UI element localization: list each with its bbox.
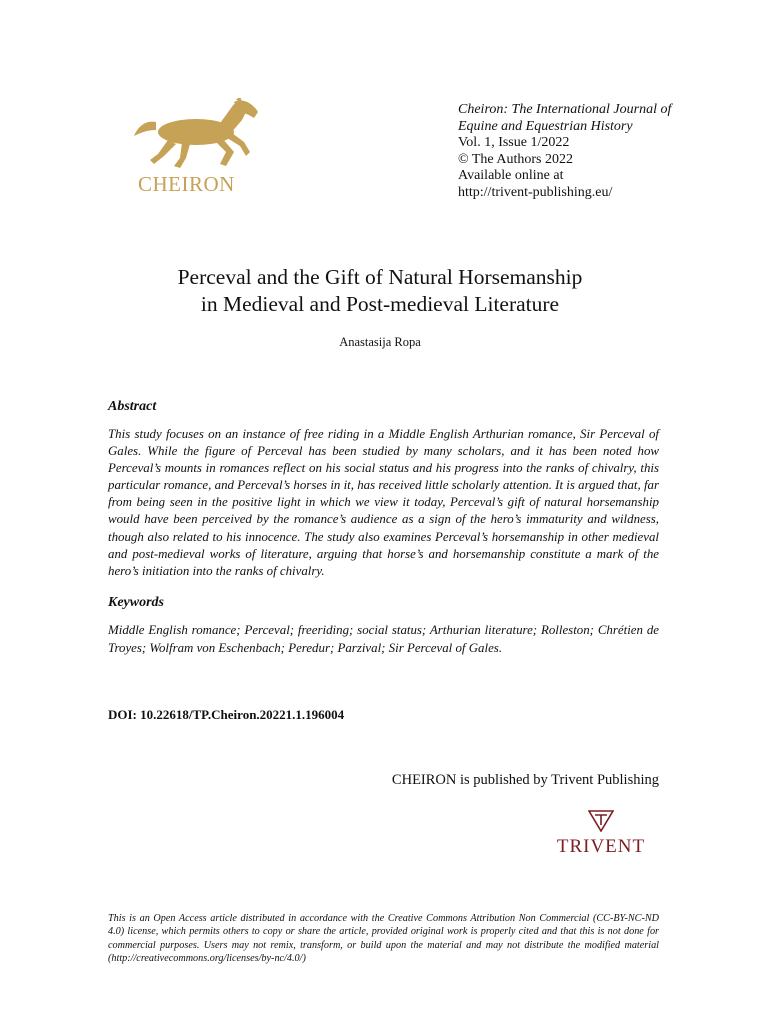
trivent-triangle-icon — [588, 810, 614, 832]
journal-availability: Available online at — [458, 168, 564, 183]
doi[interactable]: DOI: 10.22618/TP.Cheiron.20221.1.196004 — [108, 707, 345, 722]
article-title-line1: Perceval and the Gift of Natural Horsemanship — [177, 265, 583, 289]
journal-name-line2: Equine and Equestrian History — [458, 118, 633, 134]
logo-wordmark: CHEIRON — [138, 172, 235, 196]
trivent-logo — [544, 810, 658, 858]
publisher-statement: CHEIRON is published by Trivent Publishing — [391, 772, 659, 788]
article-title — [60, 264, 700, 318]
journal-name-line1: Cheiron: The International Journal of — [458, 102, 672, 117]
article-author: Anastasija Ropa — [339, 335, 421, 349]
journal-url[interactable]: http://trivent-publishing.eu/ — [458, 184, 613, 200]
journal-volume: Vol. 1, Issue 1/2022 — [458, 135, 570, 150]
cheiron-logo — [134, 98, 258, 198]
abstract-text: This study focuses on an instance of free riding in a Middle English Arthurian romance, Sir Perceval of Gales. While the figure of Perceval has been studied by many scholars, and it has been noted how Perceval’s mounts in romances reflect on his social status and his progress into the ranks of chivalry, this particular romance, and Perceval’s horses in it, has received little scholarly attention. It is argued that, far from being seen in the positive light in which we view it today, Perceval’s gift of natural horsemanship would have been perceived by the romance’s audience as a sign of the hero’s immaturity and wildness, though also related to his innocence. The study also examines Perceval’s horsemanship in other medieval and post-medieval works of literature, arguing that horse’s and horsemanship constitute a mark of the hero’s initiation into the ranks of chivalry. — [108, 427, 659, 578]
abstract-heading: Abstract — [108, 399, 157, 414]
keywords-text: Middle English romance; Perceval; freeriding; social status; Arthurian literature; Rolleston; Chrétien de Troyes; Wolfram von Eschenbach; Peredur; Parzival; Sir Perceval of Gales. — [108, 623, 659, 655]
article-title-line2: in Medieval and Post-medieval Literature — [200, 292, 560, 316]
journal-copyright: © The Authors 2022 — [458, 151, 573, 167]
license-notice: This is an Open Access article distributed in accordance with the Creative Commons Attribution Non Commercial (CC-BY-NC-ND 4.0) license, which permits others to copy or share the article, provided original work is properly cited and that this is not done for commercial purposes. Users may not remix, transform, or build upon the material and may not distribute the modified material (http://creativecommons.org/licenses/by-nc/4.0/) — [108, 913, 659, 965]
trivent-wordmark: TRIVENT — [556, 836, 646, 857]
keywords-heading: Keywords — [108, 595, 164, 610]
horse-trotting-icon — [134, 98, 258, 170]
journal-info — [458, 102, 708, 201]
